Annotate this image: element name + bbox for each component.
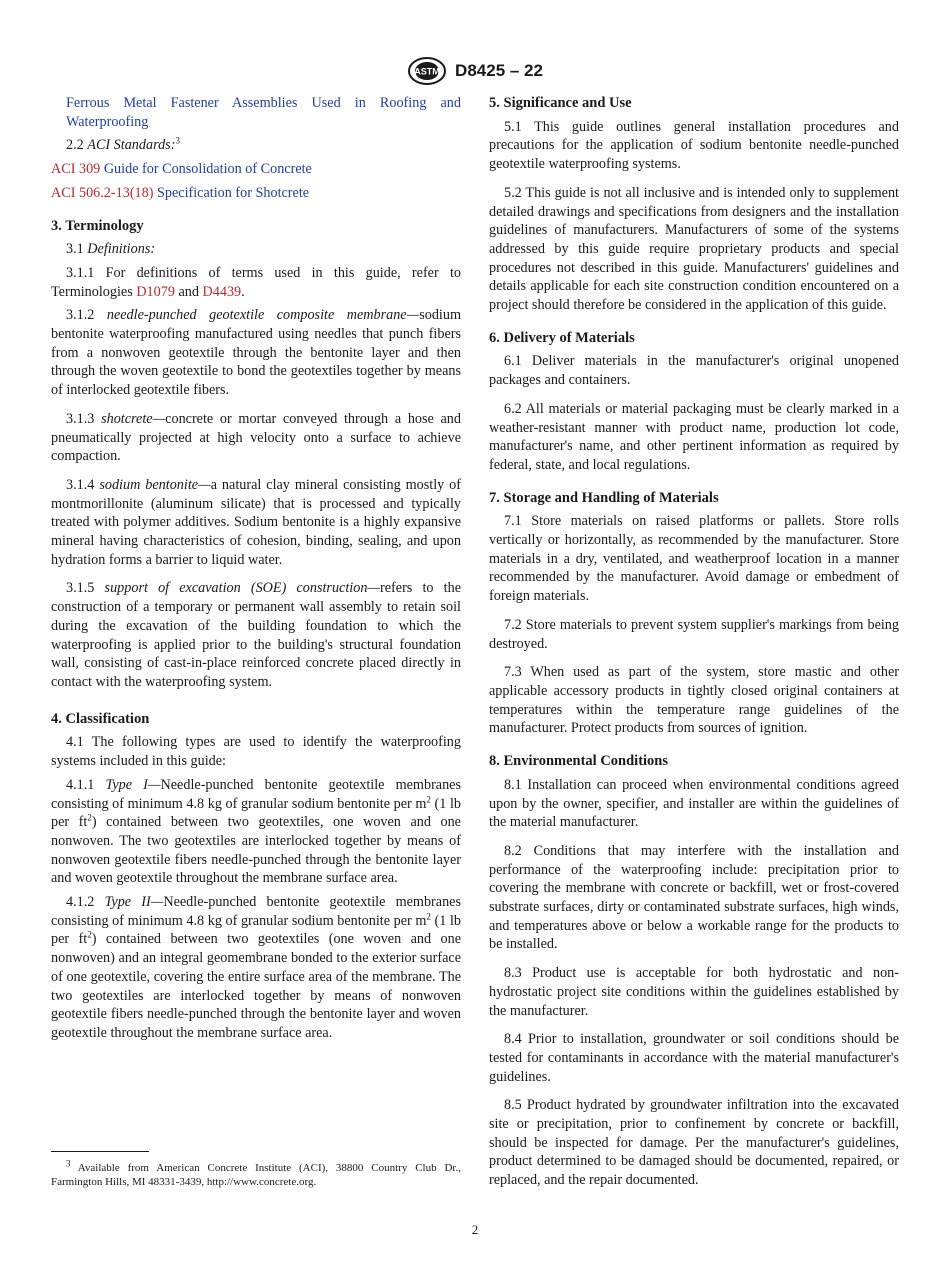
section-5-1: 5.1 This guide outlines general installation procedures and precautions for the application of sodium bentonite needle-punched geotextile waterproofing systems. bbox=[489, 118, 899, 173]
right-column bbox=[489, 94, 899, 1195]
link-d4439[interactable]: D4439 bbox=[202, 283, 242, 300]
section-7-heading: 7. Storage and Handling of Materials bbox=[489, 489, 719, 506]
section-3-1-1: 3.1.1 For definitions of terms used in this guide, refer to Terminologies D1079 and D4439. bbox=[51, 264, 461, 300]
svg-text:ASTM: ASTM bbox=[414, 66, 440, 77]
section-7-3: 7.3 When used as part of the system, store mastic and other applicable accessory products in tightly closed original containers at temperatures within the temperature range guidelines of the manufacturer. Protect products from sources of ignition. bbox=[489, 664, 899, 737]
section-6-1: 6.1 Deliver materials in the manufacturer's original unopened packages and containers. bbox=[489, 353, 899, 389]
section-4-1-2: 4.1.2 Type II—Needle-punched bentonite geotextile membranes consisting of minimum 4.8 kg of granular sodium bentonite per $m^2$ (1 lb per $ft^2$) contained between two geotextiles (one woven and one nonwoven) and an integral geomembrane bonded to the exterior surface of one geotextile, covering the entire surface area of the membrane. The two geotextiles are interlocked together by means of nonwoven geotextile fibers needle-punched through the bentonite layer and woven geotextile throughout the membrane surface area. bbox=[51, 894, 461, 1041]
link-d1079[interactable]: D1079 bbox=[136, 283, 175, 300]
footnote-divider bbox=[51, 1151, 149, 1152]
section-7-2: 7.2 Store materials to prevent system supplier's markings from being destroyed. bbox=[489, 616, 899, 652]
section-3-1: 3.1 Definitions: bbox=[66, 241, 156, 258]
section-6-2: 6.2 All materials or material packaging must be clearly marked in a weather-resistant manner with product name, production lot code, manufacturer's name, and other pertinent information as required by federal, state, and local regulations. bbox=[489, 400, 899, 473]
section-5-2: 5.2 This guide is not all inclusive and is intended only to supplement detailed drawings and specifications from designers and the installation guidelines of manufacturers. Manufacturers of some of the systems addressed by this guide require proprietary products and special procedures not described in this guide. Manufacturers' guidelines and details applicable for each site construction condition encountered on a project should therefore be considered in the application of this guide. bbox=[489, 184, 899, 314]
footnote-3: $^3$ Available from American Concrete Institute (ACI), 38800 Country Club Dr., Farmington Hills, MI 48331-3439, http://www.concrete.org. bbox=[51, 1158, 461, 1188]
aci-standards-heading: 2.2 ACI Standards:$^3$ bbox=[66, 135, 180, 154]
section-4-1: 4.1 The following types are used to identify the waterproofing systems included in this guide: bbox=[51, 734, 461, 770]
section-3-1-2: 3.1.2 needle-punched geotextile composite membrane—sodium bentonite waterproofing manufactured using needles that punch fibers from a nonwoven geotextile through the bentonite layer and then through the woven geotextile to bond the geotextiles together by means of interlocked geotextile fibers. bbox=[51, 307, 461, 399]
section-8-1: 8.1 Installation can proceed when environmental conditions agreed upon by the owner, specifier, and installer are within the guidelines of the material manufacturer. bbox=[489, 776, 899, 831]
section-8-3: 8.3 Product use is acceptable for both hydrostatic and non-hydrostatic project site conditions within the guidelines established by the manufacturer. bbox=[489, 965, 899, 1019]
reference-aci-506[interactable]: ACI 506.2-13(18) Specification for Shotcrete bbox=[51, 184, 310, 201]
section-8-2: 8.2 Conditions that may interfere with the installation and performance of the waterproofing include: precipitation prior to covering the membrane with concrete or backfill, wet or frost-covered substrate surfaces, dirty or contaminated substrate surfaces, high winds, and temperatures above or below a workable range for the products to be installed. bbox=[489, 842, 899, 953]
section-8-5: 8.5 Product hydrated by groundwater infiltration into the excavated site or precipitation, prior to confinement by concrete or backfill, should be inspected for damage. Per the manufacturer's guidelines, product determined to be damaged should be documented, repaired, or replaced, and the repair documented. bbox=[489, 1097, 899, 1189]
document-code: D8425 – 22 bbox=[455, 61, 543, 80]
reference-aci-309[interactable]: ACI 309 Guide for Consolidation of Concrete bbox=[51, 161, 312, 178]
section-8-heading: 8. Environmental Conditions bbox=[489, 753, 669, 770]
section-3-heading: 3. Terminology bbox=[51, 217, 144, 234]
section-3-1-5: 3.1.5 support of excavation (SOE) construction—refers to the construction of a temporary or permanent wall assembly to retain soil during the excavation of the building foundation to which the waterproofing is applied prior to the building's structural foundation wall, consisting of cast-in-place reinforced concrete placed directly in contact with the waterproofing system. bbox=[51, 580, 462, 690]
section-6-heading: 6. Delivery of Materials bbox=[489, 329, 635, 346]
page-header bbox=[0, 56, 950, 86]
section-4-heading: 4. Classification bbox=[51, 710, 150, 727]
left-column bbox=[51, 94, 461, 1048]
section-3-1-4: 3.1.4 sodium bentonite—a natural clay mineral consisting mostly of montmorillonite (aluminum silicate) that is processed and typically treated with polymer additives. Sodium bentonite is a highly expansive mineral having characteristics of cohesion, binding, sealing, and upon hydration forms a barrier to liquid water. bbox=[51, 476, 462, 568]
page-number: 2 bbox=[471, 1222, 479, 1237]
section-4-1-1: 4.1.1 Type I—Needle-punched bentonite geotextile membranes consisting of minimum 4.8 kg of granular sodium bentonite per $m^2$ (1 lb per $ft^2$) contained between two geotextiles, one woven and one nonwoven. The two geotextiles are interlocked together by means of nonwoven geotextile fibers needle-punched through the bentonite layer and woven geotextile throughout the membrane surface area. bbox=[51, 776, 461, 887]
section-5-heading: 5. Significance and Use bbox=[489, 95, 632, 111]
reference-continuation[interactable]: Ferrous Metal Fastener Assemblies Used in Roofing and Waterproofing bbox=[66, 95, 461, 130]
section-7-1: 7.1 Store materials on raised platforms or pallets. Store rolls vertically or horizontally, as recommended by the manufacturer. Store materials in a dry, ventilated, and weatherproof location in a manner recommended by the manufacturer. Avoid damage or embedment of foreign materials. bbox=[489, 513, 899, 605]
astm-logo-icon bbox=[407, 56, 447, 86]
section-8-4: 8.4 Prior to installation, groundwater or soil conditions should be tested for contaminants in accordance with the material manufacturer's guidelines. bbox=[489, 1031, 899, 1085]
section-3-1-3: 3.1.3 shotcrete—concrete or mortar conveyed through a hose and pneumatically projected at high velocity onto a surface to achieve compaction. bbox=[51, 410, 461, 465]
